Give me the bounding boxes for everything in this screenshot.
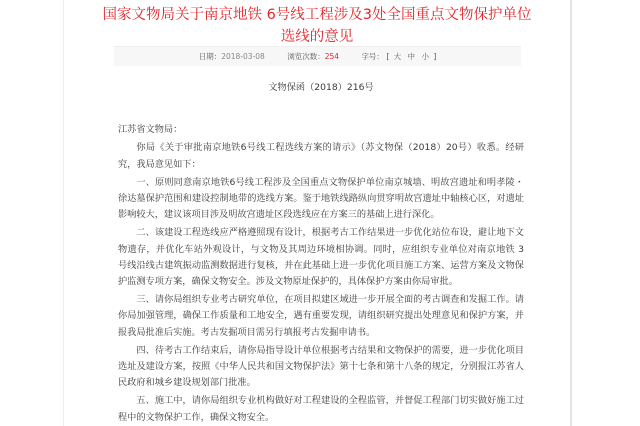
views-value: 254 bbox=[324, 52, 340, 61]
font-size-label: 字号： bbox=[361, 52, 384, 61]
document-number: 文物保函（2018）216号 bbox=[268, 82, 374, 93]
article-meta-bar bbox=[114, 46, 521, 66]
opinion-paragraph-1: 一、原则同意南京地铁6号线工程涉及全国重点文物保护单位南京城墙、明故宫遗址和明孝陵・徐达墓保护范围和建设控制地带的选线方案。鉴于地铁线路纵向贯穿明故宫遗址中轴核心区，对遗址影响较大，建议该项目涉及明故宫遗址区段选线应在方案三的基础上进行深化。 bbox=[118, 176, 524, 221]
font-size-bracket-open: [ bbox=[386, 52, 390, 61]
publish-date bbox=[199, 52, 267, 61]
opinion-paragraph-4: 四、待考古工作结束后，请你局指导设计单位根据考古结果和文物保护的需要，进一步优化项目选址及建设方案，按照《中华人民共和国文物保护法》第十七条和第十八条的规定，分别报江苏省人民政府和城乡建设规划部门批准。 bbox=[118, 344, 524, 389]
opinion-paragraph-3: 三、请你局组织专业考古研究单位，在项目拟建区域进一步开展全面的考古调查和发掘工作。请你局加强管理，确保工作质量和工地安全，遇有重要发现，请组织研究提出处理意见和保护方案，并报我局批准后实施。考古发掘项目需另行填报考古发掘申请书。 bbox=[118, 294, 524, 338]
font-size-medium-link[interactable]: 中 bbox=[407, 52, 416, 61]
font-size-large-link[interactable]: 大 bbox=[393, 52, 402, 61]
font-size-selector bbox=[361, 52, 436, 61]
article-title-line-2: 选线的意见 bbox=[280, 29, 354, 45]
view-count bbox=[287, 52, 341, 61]
addressee: 江苏省文物局： bbox=[118, 124, 183, 136]
intro-paragraph: 你局《关于审批南京地铁6号线工程选线方案的请示》（苏文物保（2018）20号）收悉。经研究，我局意见如下： bbox=[118, 142, 524, 170]
date-value: 2018-03-08 bbox=[221, 52, 265, 61]
font-size-bracket-close: ] bbox=[433, 52, 437, 61]
opinion-paragraph-5: 五、施工中，请你局组织专业机构做好对工程建设的全程监管，并督促工程部门切实做好施工过程中的文物保护工作，确保文物安全。 bbox=[118, 395, 524, 423]
date-label: 日期： bbox=[198, 52, 222, 61]
article-title bbox=[64, 4, 570, 48]
article-body bbox=[118, 80, 524, 426]
opinion-paragraph-2: 二、该建设工程选线应严格遵照现有设计，根据考古工作结果进一步优化站位布设，避让地下文物遗存，并优化车站外观设计，与文物及其周边环境相协调。同时，应组织专业单位对南京地铁 3 号线沿线古建筑振动监测数据进行复核，并在此基础上进一步优化项目施工方案、运营方案及文物保护监测专项方案，确保文物安全。涉及文物原址保护的，具体保护方案由你局审批。 bbox=[118, 227, 524, 288]
article-page bbox=[63, 0, 572, 426]
views-label: 浏览次数： bbox=[287, 52, 325, 61]
article-title-line-1: 国家文物局关于南京地铁 6号线工程涉及3处全国重点文物保护单位 bbox=[102, 7, 532, 23]
font-size-small-link[interactable]: 小 bbox=[421, 52, 429, 61]
